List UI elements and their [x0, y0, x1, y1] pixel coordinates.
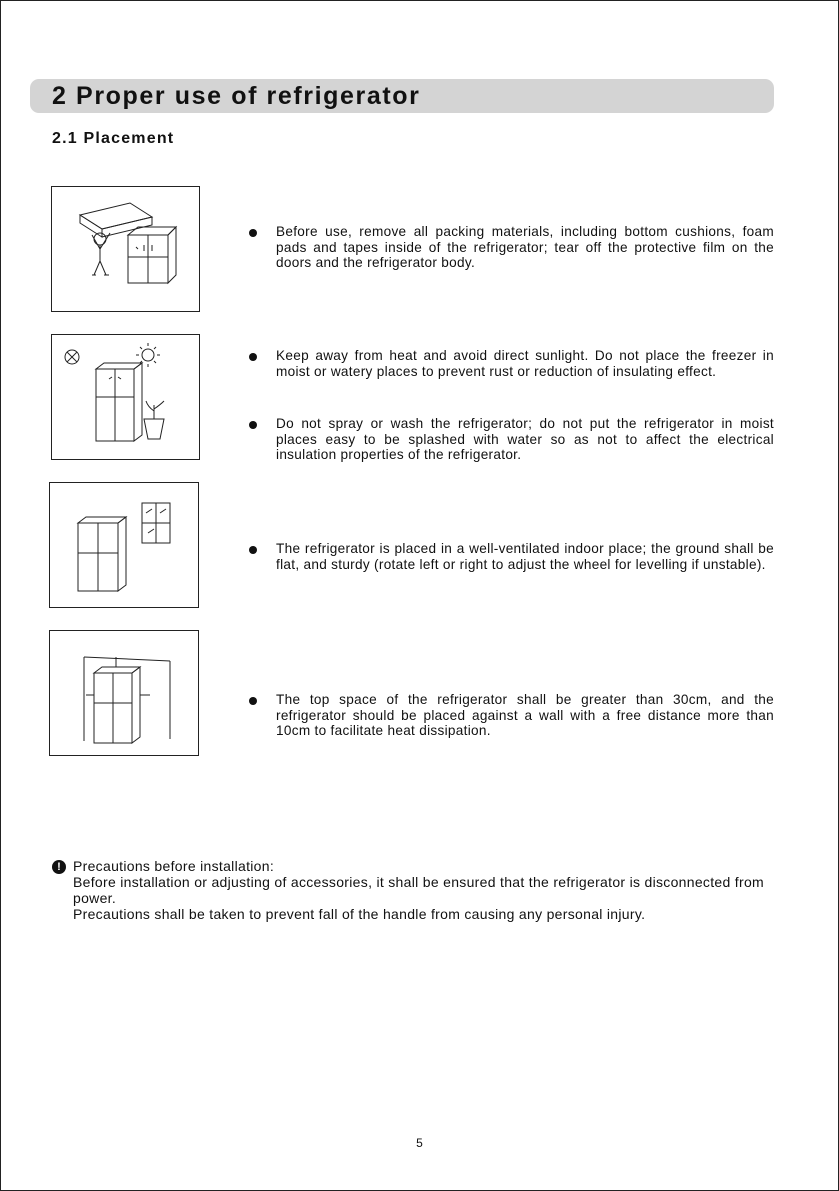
- bullet-text: The refrigerator is placed in a well-ventilated indoor place; the ground shall be flat, and sturdy (rotate left or right to adjust the wheel for levelling if unstable).: [276, 541, 774, 572]
- bullet-text: Do not spray or wash the refrigerator; do not put the refrigerator in moist places easy to be splashed with water so as not to affect the electrical insulation properties of the refrigerator.: [276, 416, 774, 463]
- bullet-marker: [249, 353, 257, 361]
- precaution-line: Precautions shall be taken to prevent fall of the handle from causing any personal injury.: [73, 906, 646, 922]
- bullet-text: Keep away from heat and avoid direct sunlight. Do not place the freezer in moist or watery places to prevent rust or reduction of insulating effect.: [276, 348, 774, 379]
- figure-unpacking: [51, 186, 200, 312]
- figure-clearance: [49, 630, 199, 756]
- bullet-marker: [249, 546, 257, 554]
- precaution-line: Before installation or adjusting of accessories, it shall be ensured that the refrigerator is disconnected from power.: [73, 874, 764, 906]
- bullet-ventilation: [249, 541, 774, 572]
- bullet-text: The top space of the refrigerator shall be greater than 30cm, and the refrigerator should be placed against a wall with a free distance more than 10cm to facilitate heat dissipation.: [276, 692, 774, 739]
- unpacking-illustration: [52, 187, 199, 311]
- bullet-avoid-heat: [249, 348, 774, 379]
- bullet-no-spray: [249, 416, 774, 463]
- subsection-title: 2.1 Placement: [52, 130, 175, 147]
- bullet-marker: [249, 697, 257, 705]
- bullet-text: Before use, remove all packing materials, including bottom cushions, foam pads and tapes inside of the refrigerator; tear off the protective film on the doors and the refrigerator body.: [276, 224, 774, 271]
- clearance-illustration: [50, 631, 198, 755]
- heat-sunlight-illustration: [52, 335, 199, 459]
- bullet-marker: [249, 421, 257, 429]
- warning-icon: !: [52, 860, 66, 874]
- page-number: 5: [416, 1136, 423, 1150]
- bullet-clearance: [249, 692, 774, 739]
- ventilation-illustration: [50, 483, 198, 607]
- installation-precautions: [52, 858, 764, 922]
- bullet-marker: [249, 229, 257, 237]
- figure-heat-sunlight: [51, 334, 200, 460]
- precautions-heading: Precautions before installation:: [73, 858, 275, 874]
- section-title: 2 Proper use of refrigerator: [52, 82, 421, 110]
- figure-ventilation: [49, 482, 199, 608]
- bullet-remove-packing: [249, 224, 774, 271]
